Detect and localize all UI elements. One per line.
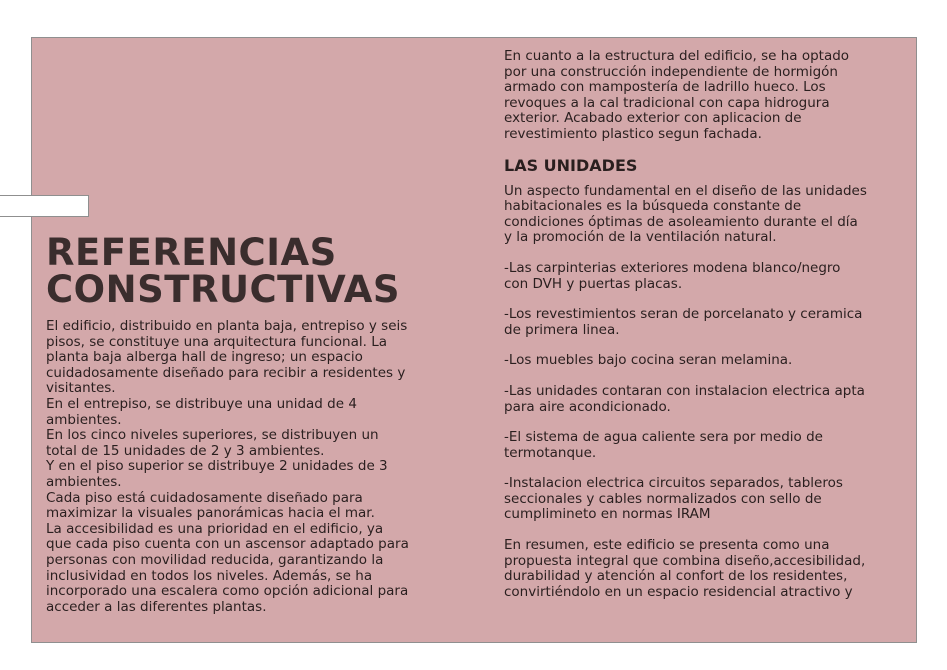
- text-line: Un aspecto fundamental en el diseño de las unidades: [504, 182, 867, 199]
- text-line: cumplimineto en normas IRAM: [504, 506, 711, 523]
- text-line: -Las unidades contaran con instalacion electrica apta: [504, 382, 865, 399]
- text-line: Cada piso está cuidadosamente diseñado para: [46, 489, 363, 506]
- text-line: total de 15 unidades de 2 y 3 ambientes.: [46, 442, 325, 459]
- text-line: de primera linea.: [504, 321, 620, 338]
- text-line: inclusividad en todos los niveles. Además, se ha: [46, 567, 373, 584]
- title-line-1: REFERENCIAS: [46, 231, 337, 274]
- text-line: planta baja alberga hall de ingreso; un espacio: [46, 349, 363, 366]
- text-line: y la promoción de la ventilación natural.: [504, 229, 777, 246]
- list-item: [504, 430, 884, 461]
- units-heading: LAS UNIDADES: [504, 155, 638, 175]
- text-line: ambientes.: [46, 473, 122, 490]
- text-line: maximizar la visuales panorámicas hacia el mar.: [46, 505, 375, 522]
- text-line: Y en el piso superior se distribuye 2 unidades de 3: [46, 458, 388, 475]
- title-line-2: CONSTRUCTIVAS: [46, 268, 401, 311]
- text-line: personas con movilidad reducida, garantizando la: [46, 551, 384, 568]
- text-line: -Los muebles bajo cocina seran melamina.: [504, 352, 793, 369]
- text-line: La accesibilidad es una prioridad en el edificio, ya: [46, 520, 384, 537]
- text-line: cuidadosamente diseñado para recibir a residentes y: [46, 364, 406, 381]
- text-line: revoques a la cal tradicional con capa hidrogura: [504, 94, 830, 111]
- text-line: pisos, se constituye una arquitectura funcional. La: [46, 333, 387, 350]
- list-item: [504, 384, 884, 415]
- text-line: seccionales y cables normalizados con sello de: [504, 490, 822, 507]
- page-tab-marker: [0, 195, 89, 217]
- units-intro-paragraph: [504, 184, 884, 246]
- text-line: revestimiento plastico segun fachada.: [504, 125, 762, 142]
- left-column-text: [46, 319, 426, 615]
- text-line: -El sistema de agua caliente sera por medio de: [504, 429, 823, 446]
- list-item: [504, 476, 884, 523]
- text-line: -Las carpinterias exteriores modena blanco/negro: [504, 259, 841, 276]
- list-item: [504, 261, 884, 292]
- text-line: incorporado una escalera como opción adicional para: [46, 583, 409, 600]
- text-line: para aire acondicionado.: [504, 398, 671, 415]
- list-item: [504, 307, 884, 338]
- text-line: durabilidad y atención al confort de los residentes,: [504, 568, 848, 585]
- text-line: propuesta integral que combina diseño,accesibilidad,: [504, 552, 866, 569]
- text-line: armado con mampostería de ladrillo hueco. Los: [504, 79, 826, 96]
- text-line: exterior. Acabado exterior con aplicacion de: [504, 110, 802, 127]
- text-line: -Instalacion electrica circuitos separados, tableros: [504, 475, 843, 492]
- text-line: que cada piso cuenta con un ascensor adaptado para: [46, 536, 409, 553]
- text-line: El edificio, distribuido en planta baja, entrepiso y seis: [46, 318, 408, 334]
- text-line: -Los revestimientos seran de porcelanato y ceramica: [504, 306, 863, 323]
- structure-paragraph: [504, 49, 884, 143]
- text-line: ambientes.: [46, 411, 122, 428]
- text-line: acceder a las diferentes plantas.: [46, 598, 267, 615]
- text-line: En resumen, este edificio se presenta como una: [504, 537, 830, 554]
- text-line: termotanque.: [504, 444, 597, 461]
- text-line: En cuanto a la estructura del edificio, se ha optado: [504, 48, 850, 64]
- text-line: condiciones óptimas de asoleamiento durante el día: [504, 213, 858, 230]
- text-line: convirtiéndolo en un espacio residencial atractivo y: [504, 583, 853, 600]
- text-line: En el entrepiso, se distribuye una unidad de 4: [46, 395, 357, 412]
- list-item: [504, 353, 884, 369]
- summary-paragraph: [504, 538, 884, 600]
- text-line: por una construcción independiente de hormigón: [504, 63, 838, 80]
- page-title: [46, 231, 466, 311]
- text-line: visitantes.: [46, 380, 116, 397]
- right-column-text: [504, 49, 884, 600]
- text-line: con DVH y puertas placas.: [504, 275, 683, 292]
- text-line: habitacionales es la búsqueda constante de: [504, 198, 802, 215]
- text-line: En los cinco niveles superiores, se distribuyen un: [46, 427, 379, 444]
